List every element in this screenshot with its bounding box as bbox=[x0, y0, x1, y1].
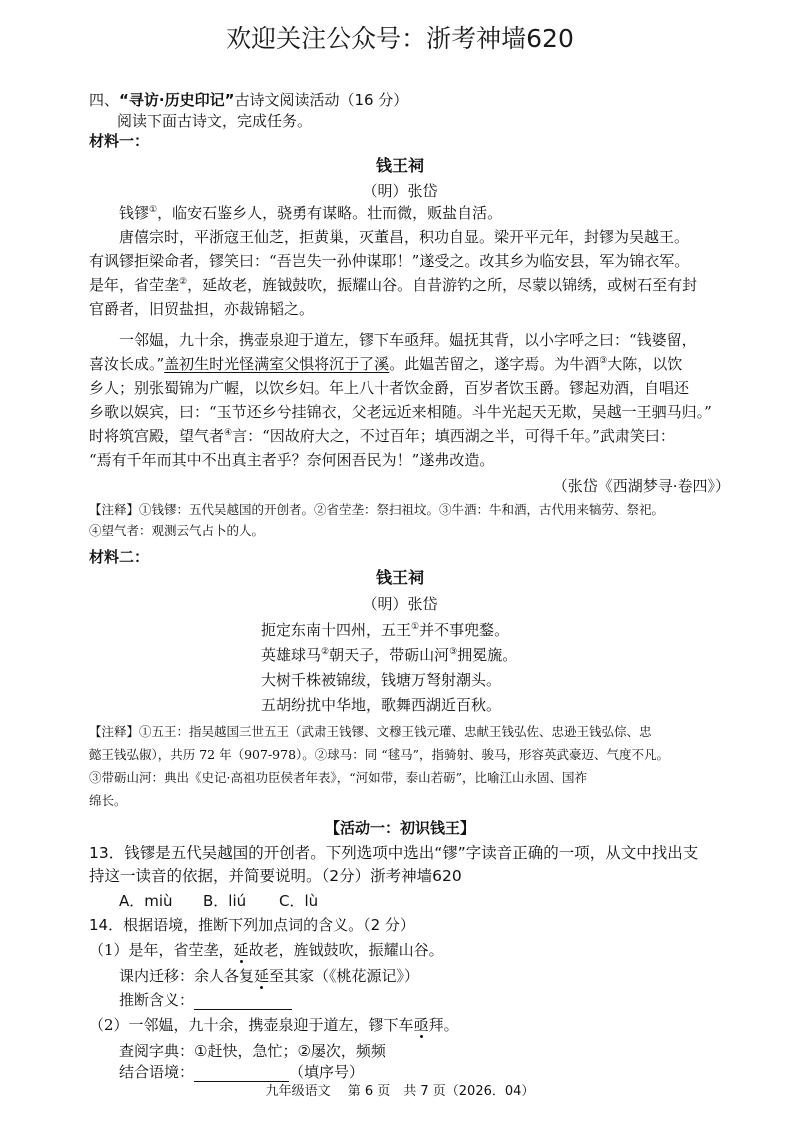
material2-note-line-4: 绵长。 bbox=[89, 793, 127, 808]
q14-2-context bbox=[119, 1062, 364, 1082]
text-run: （填序号） bbox=[289, 1063, 365, 1081]
section-heading bbox=[89, 90, 408, 110]
material1-source: （张岱《西湖梦寻·卷四》） bbox=[552, 477, 730, 495]
text-run: 言：“因故府大之，不过百年；填西湖之半，可得千年。”武肃笑曰： bbox=[232, 427, 675, 445]
q14-title: 14．根据语境，推断下列加点词的含义。（2 分） bbox=[89, 916, 415, 934]
answer-blank-1[interactable] bbox=[194, 993, 292, 1010]
page-footer: 九年级语文 第 6 页 共 7 页（2026．04） bbox=[265, 1084, 535, 1099]
material2-note-line-2: 懿王钱弘俶），共历 72 年（907-978）。②球马：同 “毬马”，指骑射、骏马，形容英武豪迈、气度不凡。 bbox=[89, 747, 670, 762]
section-title-rest: 古诗文阅读活动（16 分） bbox=[234, 91, 409, 109]
q13-options bbox=[119, 891, 318, 911]
text-run: 并不事兜鍪。 bbox=[419, 621, 510, 639]
dotted-word: 亟 bbox=[413, 1016, 429, 1034]
q13-line-2: 持这一读音的依据，并简要说明。（2分）浙考神墙620 bbox=[89, 867, 462, 885]
text-run: ，延故老，旌钺鼓吹，振耀山谷。自昔游钓之所，尽蒙以锦绣，或树石至有封 bbox=[187, 276, 698, 294]
q14-1-sentence bbox=[89, 940, 444, 960]
section-instruction: 阅读下面古诗文，完成任务。 bbox=[117, 112, 313, 130]
text-run: ，临安石鉴乡人，骁勇有谋略。壮而微，贩盐自活。 bbox=[157, 204, 503, 222]
text-run: 朝天子，带砺山河 bbox=[329, 646, 450, 664]
text-run: 时将筑宫殿，望气者 bbox=[89, 427, 225, 445]
q13-option-a[interactable]: A．miù bbox=[119, 892, 173, 910]
text-run: 大陈，以饮 bbox=[607, 355, 683, 373]
material1-note-line-2: ④望气者：观测云气占卜的人。 bbox=[89, 523, 265, 538]
material1-p3-line-1: 一邻媪，九十余，携壶泉迎于道左，镠下车亟拜。媪抚其背，以小字呼之曰：“钱婆留， bbox=[119, 331, 697, 349]
text-run: 至其家（《桃花源记》） bbox=[269, 967, 420, 985]
q13-option-c[interactable]: C．lù bbox=[279, 892, 319, 910]
poem-line-2 bbox=[261, 645, 517, 665]
text-run: 拜。 bbox=[428, 1016, 459, 1034]
material1-p2-line-4: 官爵者，旧贸盐担，亦裁锦韬之。 bbox=[89, 300, 315, 318]
footnote-marker: ③ bbox=[599, 356, 608, 366]
text-run: 推断含义： bbox=[119, 991, 195, 1009]
q14-1-infer bbox=[119, 990, 292, 1010]
poem-line-4: 五胡纷扰中华地，歌舞西湖近百秋。 bbox=[261, 696, 502, 714]
q14-1-transfer bbox=[119, 966, 419, 986]
q13-line-1: 13．钱镠是五代吴越国的开创者。下列选项中选出“镠”字读音正确的一项，从文中找出支 bbox=[89, 844, 699, 862]
material1-note-line-1: 【注释】①钱镠：五代吴越国的开创者。②省茔垄：祭扫祖坟。③牛酒：牛和酒，古代用来犒劳、祭祀。 bbox=[89, 502, 665, 517]
footnote-marker: ② bbox=[179, 277, 188, 287]
material1-p3-line-2 bbox=[89, 354, 682, 374]
text-run: （1）是年，省茔垄， bbox=[89, 941, 234, 959]
footnote-marker: ① bbox=[149, 205, 158, 215]
material2-author: （明）张岱 bbox=[362, 595, 438, 613]
q14-2-dictionary: 查阅字典：①赶快，急忙；②屡次，频频 bbox=[119, 1042, 386, 1060]
text-run: 。此媪苦留之，遂字焉。为牛酒 bbox=[389, 355, 600, 373]
text-run: 结合语境： bbox=[119, 1063, 195, 1081]
text-run: 是年，省茔垄 bbox=[89, 276, 180, 294]
text-run: 故老，旌钺鼓吹，振耀山谷。 bbox=[248, 941, 444, 959]
underlined-sentence: 盖初生时光怪满室父惧将沉于了溪 bbox=[164, 355, 390, 373]
banner-title: 欢迎关注公众号：浙考神墙620 bbox=[226, 24, 574, 53]
poem-line-1 bbox=[261, 620, 509, 640]
text-run: 扼定东南十四州，五王 bbox=[261, 621, 412, 639]
text-run: （2）一邻媪，九十余，携壶泉迎于道左，镠下车 bbox=[89, 1016, 414, 1034]
dotted-word: 延 bbox=[233, 941, 249, 959]
material2-note-line-3: ③带砺山河：典出《史记·高祖功臣侯者年表》，“河如带，泰山若砺”，比喻江山永固、国祚 bbox=[89, 770, 588, 785]
section-title-bold: “寻访·历史印记” bbox=[119, 91, 235, 109]
material1-p3-line-5 bbox=[89, 426, 675, 446]
material2-title: 钱王祠 bbox=[375, 568, 424, 587]
material1-p3-line-6: “焉有千年而其中不出真主者乎？奈何困吾民为！”遂弗改造。 bbox=[89, 451, 495, 469]
material1-p3-line-4: 乡歌以娱宾，曰：“玉节还乡兮挂锦衣，父老远近来相随。斗牛光起天无欺，吴越一王驷马归。” bbox=[89, 403, 712, 421]
section-number: 四、 bbox=[89, 91, 120, 109]
activity-title: 【活动一：初识钱王】 bbox=[324, 819, 475, 837]
dotted-word: 延 bbox=[254, 967, 270, 985]
material2-label: 材料二： bbox=[89, 548, 150, 566]
material1-p3-line-3: 乡人；别张蜀锦为广幄，以饮乡妇。年上八十者饮金爵，百岁者饮玉爵。镠起劝酒，自唱还 bbox=[89, 379, 690, 397]
text-run: 英雄球马 bbox=[261, 646, 322, 664]
poem-line-3: 大树千株被锦绂，钱塘万弩射潮头。 bbox=[261, 671, 502, 689]
material2-note-line-1: 【注释】①五王：指吴越国三世五王（武肃王钱镠、文穆王钱元瓘、忠献王钱弘佐、忠逊王钱弘倧、忠 bbox=[89, 724, 652, 739]
answer-blank-2[interactable] bbox=[194, 1065, 289, 1082]
material1-p2-line-1: 唐僖宗时，平浙寇王仙芝，拒黄巢，灭董昌，积功自显。梁开平元年，封镠为吴越王。 bbox=[119, 228, 690, 246]
footnote-marker: ① bbox=[411, 622, 420, 632]
footnote-marker: ③ bbox=[449, 647, 458, 657]
material1-p2-line-3 bbox=[89, 275, 697, 295]
material1-p2-line-2: 有讽镠拒梁命者，镠笑曰：“吾岂失一孙仲谋耶！”遂受之。改其乡为临安县，军为锦衣军。 bbox=[89, 252, 690, 270]
text-run: 喜汝长成。” bbox=[89, 355, 165, 373]
q14-2-sentence bbox=[89, 1015, 459, 1035]
text-run: 钱镠 bbox=[119, 204, 150, 222]
footnote-marker: ② bbox=[321, 647, 330, 657]
material1-label: 材料一： bbox=[89, 132, 150, 150]
material1-title: 钱王祠 bbox=[375, 156, 424, 175]
text-run: 课内迁移：余人各复 bbox=[119, 967, 255, 985]
material1-author: （明）张岱 bbox=[362, 182, 438, 200]
material1-paragraph-1 bbox=[119, 203, 502, 223]
text-run: 拥冕旒。 bbox=[457, 646, 518, 664]
q13-option-b[interactable]: B．liú bbox=[203, 892, 247, 910]
footnote-marker: ④ bbox=[224, 428, 233, 438]
